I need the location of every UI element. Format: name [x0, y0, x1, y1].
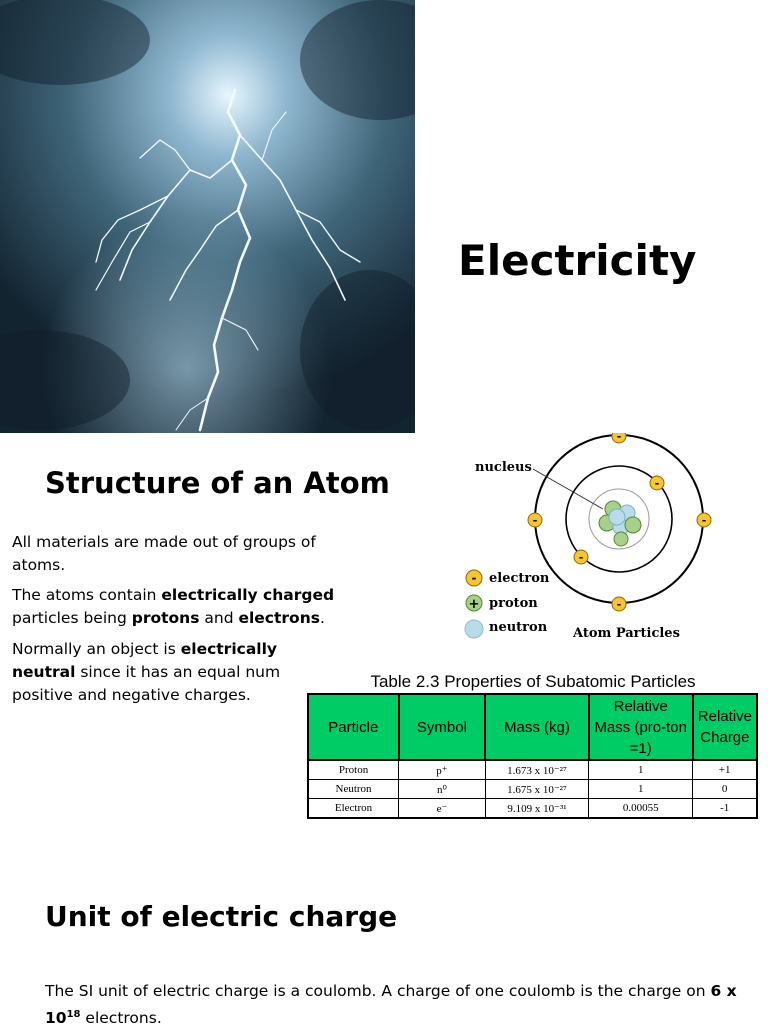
section-heading-unit: Unit of electric charge	[45, 900, 398, 933]
legend-neutron: neutron	[489, 620, 548, 635]
legend-proton: proton	[489, 596, 538, 611]
svg-text:-: -	[471, 571, 477, 585]
paragraph-coulomb: The SI unit of electric charge is a coulomb. A charge of one coulomb is the charge on 6 x $10^{18}$ electrons.	[45, 982, 737, 1028]
table-caption: Table 2.3 Properties of Subatomic Particles	[370, 672, 696, 691]
atom-particles-diagram	[455, 433, 715, 645]
svg-text:-: -	[654, 477, 660, 490]
section-heading-atom: Structure of an Atom	[45, 466, 390, 500]
lightning-storm-image	[0, 0, 415, 433]
svg-text:-: -	[616, 598, 622, 611]
paragraph-materials: All materials are made out of groups of atoms.	[12, 533, 316, 574]
table-row: Proton p⁺ 1.673 x 10⁻²⁷ 1 +1	[308, 760, 757, 780]
paragraph-charged-particles: The atoms contain electrically charged particles being protons and electrons.	[12, 586, 335, 627]
bold-protons: protons	[131, 609, 200, 627]
nucleus-icon	[599, 501, 641, 546]
col-header-mass: Mass (kg)	[485, 694, 588, 760]
table-row: Electron e⁻ 9.109 x 10⁻³¹ 0.00055 -1	[308, 799, 757, 819]
svg-text:-: -	[701, 514, 707, 527]
bold-electrons: electrons	[238, 609, 320, 627]
exponent: 18	[66, 1009, 81, 1020]
nucleus-label: nucleus	[475, 460, 532, 475]
bold-six-times-ten: 6 x 10	[45, 982, 737, 1028]
table-header-row	[308, 694, 757, 760]
svg-text:-: -	[578, 551, 584, 564]
legend-electron: electron	[489, 571, 550, 586]
col-header-particle: Particle	[308, 694, 399, 760]
diagram-caption: Atom Particles	[573, 626, 680, 641]
legend	[465, 570, 680, 641]
col-header-relative-mass: Relative Mass (pro-ton =1)	[589, 694, 693, 760]
svg-text:+: +	[468, 597, 480, 612]
subatomic-particles-table	[307, 693, 758, 819]
col-header-symbol: Symbol	[399, 694, 486, 760]
table-row: Neutron n⁰ 1.675 x 10⁻²⁷ 1 0	[308, 780, 757, 799]
bold-electrically-charged: electrically charged	[161, 586, 335, 604]
svg-text:-: -	[532, 514, 538, 527]
paragraph-neutral: Normally an object is electrically neutral since it has an equal num positive and negative charges.	[12, 640, 281, 704]
col-header-relative-charge: Relative Charge	[693, 694, 757, 760]
page-title: Electricity	[458, 236, 697, 285]
bold-electrically-neutral: electrically neutral	[12, 640, 278, 681]
svg-text:-: -	[616, 433, 622, 443]
neutron-legend-icon	[465, 620, 483, 638]
